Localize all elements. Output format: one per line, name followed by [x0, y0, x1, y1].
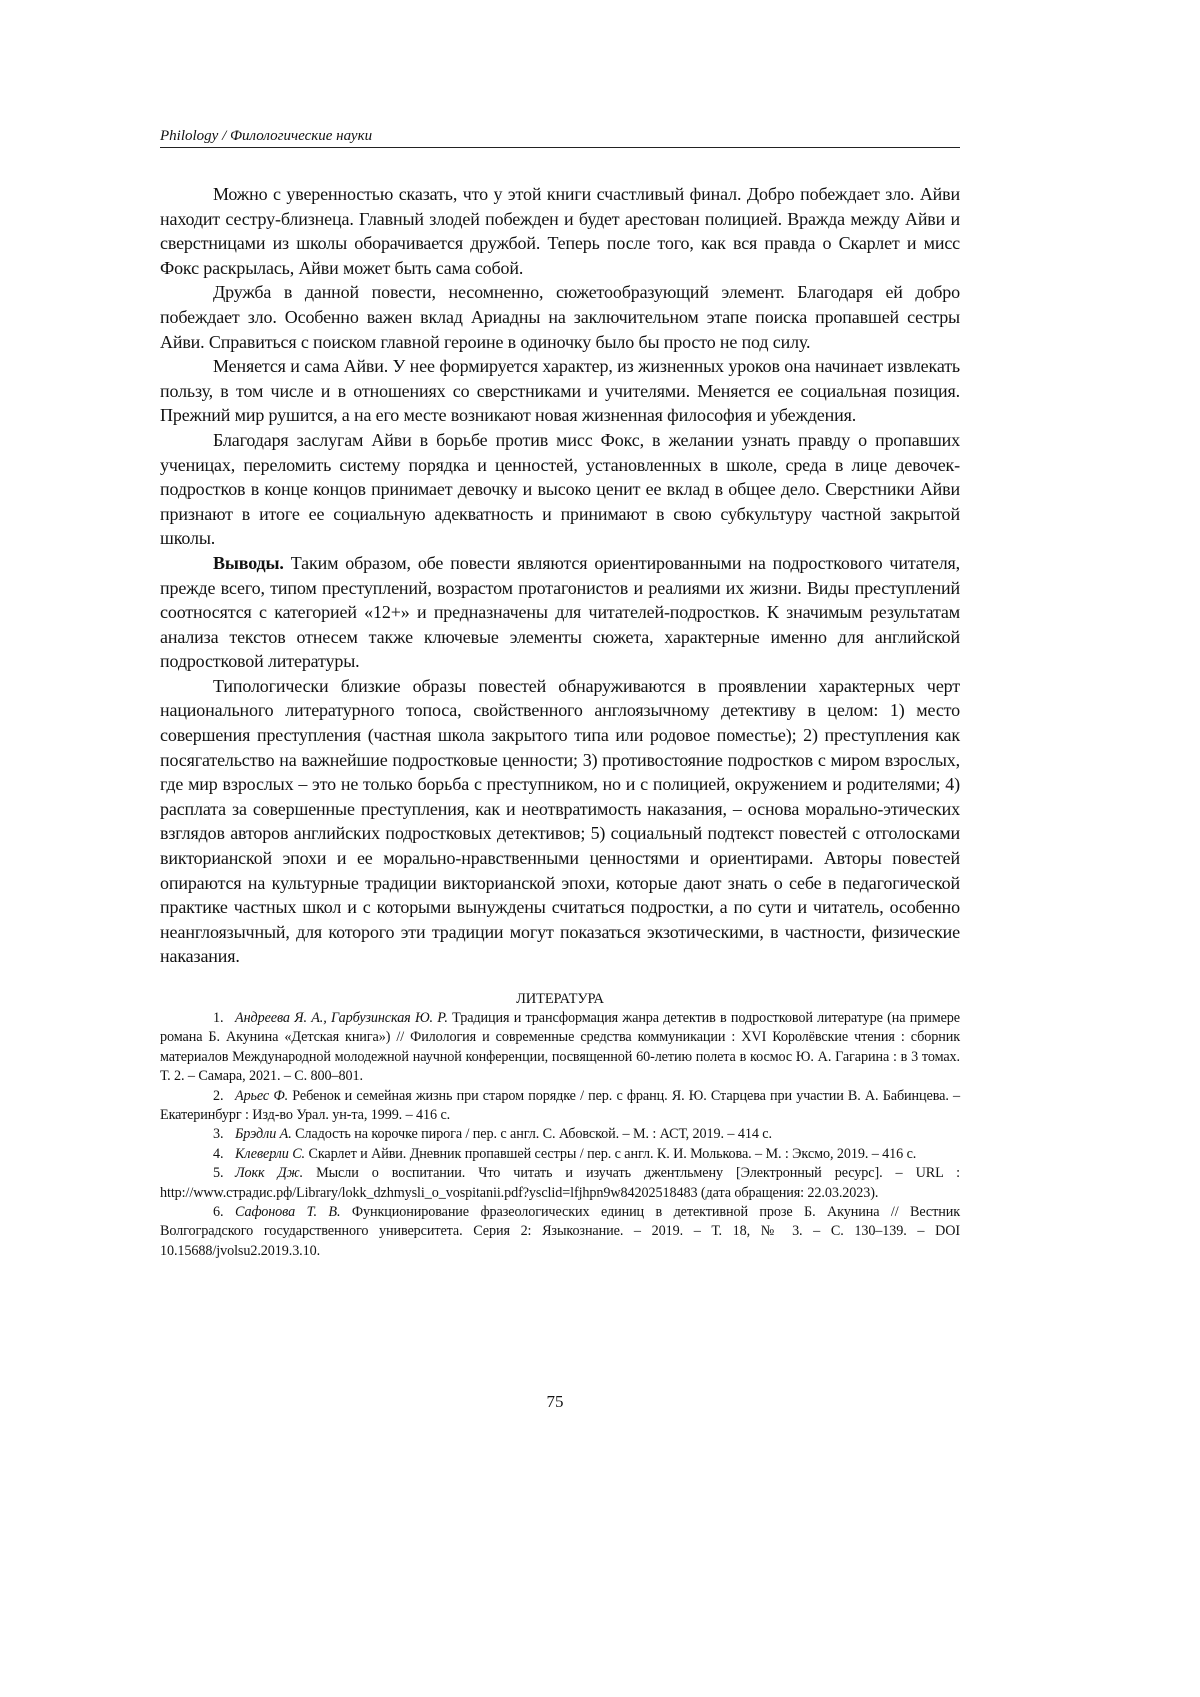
page-number: 75 [546, 1392, 564, 1411]
reference-item [160, 1009, 960, 1087]
references-list [160, 1009, 960, 1261]
article-body [160, 182, 960, 1261]
paragraph: Дружба в данной повести, несомненно, сюжетообразующий элемент. Благодаря ей добро побеждает зло. Особенно важен вклад Ариадны на заключительном этапе поиска пропавшей сестры Айви. Справиться с поиском главной героине в одиночку было бы просто не под силу. [160, 282, 960, 352]
reference-number: 6. [213, 1204, 224, 1221]
conclusions-paragraph [160, 551, 960, 674]
paragraph: Меняется и сама Айви. У нее формируется характер, из жизненных уроков она начинает извлекать пользу, в том числе и в отношениях со сверстниками и учителями. Меняется ее социальная позиция. Прежний мир рушится, а на его месте возникают новая жизненная философия и убеждения. [160, 356, 960, 426]
reference-text: Сладость на корочке пирога / пер. с англ. С. Абовской. – М. : АСТ, 2019. – 414 с. [291, 1126, 772, 1143]
reference-item [160, 1125, 960, 1144]
reference-number: 2. [213, 1087, 224, 1104]
paragraph: Типологически близкие образы повестей обнаруживаются в проявлении характерных черт национального литературного топоса, свойственного англоязычному детективу в целом: 1) место совершения преступления (частная школа закрытого типа или родовое поместье); 2) преступления как посягательство на важнейшие подростковые ценности; 3) противостояние подростков с миром взрослых, где мир взрослых – это не только борьба с преступником, но и с полицией, окружением и родителями; 4) расплата за совершенные преступления, как и неотвратимость наказания, – основа морально-этических взглядов авторов английских подростковых детективов; 5) социальный подтекст повестей с отголосками викторианской эпохи и ее морально-нравственными ценностями и ориентирами. Авторы повестей опираются на культурные традиции викторианской эпохи, которые дают знать о себе в педагогической практике частных школ и с которыми вынуждены считаться подростки, а по сути и читатель, особенно неанглоязычный, для которого эти традиции могут показаться экзотическими, в частности, физические наказания. [160, 675, 960, 967]
reference-author: Брэдли А. [235, 1126, 292, 1143]
references-title: ЛИТЕРАТУРА [516, 991, 604, 1007]
reference-author: Андреева Я. А., Гарбузинская Ю. Р. [235, 1010, 448, 1026]
reference-author: Арьес Ф. [235, 1087, 289, 1104]
reference-text: Функционирование фразеологических единиц в детективной прозе Б. Акунина // Вестник Волгоградского государственного университета. Серия 2: Языкознание. – 2019. – Т. 18, № 3. – С. 130–139. – DOI 10.15688/jvolsu2.2019.3.10. [160, 1204, 961, 1259]
reference-author: Клеверли С. [235, 1145, 306, 1162]
reference-author: Сафонова Т. В. [235, 1204, 341, 1221]
reference-item [160, 1145, 960, 1164]
conclusions-text: Таким образом, обе повести являются ориентированными на подросткового читателя, прежде всего, типом преступлений, возрастом протагонистов и реалиями их жизни. Виды преступлений соотносятся с категорией «12+» и предназначены для читателей-подростков. К значимым результатам анализа текстов отнесем также ключевые элементы сюжета, характерные именно для английской подростковой литературы. [160, 552, 960, 672]
paragraph: Можно с уверенностью сказать, что у этой книги счастливый финал. Добро побеждает зло. Айви находит сестру-близнеца. Главный злодей побежден и будет арестован полицией. Вражда между Айви и сверстницами из школы оборачивается дружбой. Теперь после того, как вся правда о Скарлет и мисс Фокс раскрылась, Айви может быть сама собой. [160, 184, 960, 278]
reference-number: 4. [213, 1145, 224, 1162]
running-header: Philology / Филологические науки [160, 128, 960, 148]
reference-text: Мысли о воспитании. Что читать и изучать джентльмену [Электронный ресурс]. – URL : http://www.страдис.рф/Library/lokk_dzhmysli_o_vospitanii.pdf?ysclid=lfjhpn9w84202518483 (дата обращения: 22.03.2023). [160, 1165, 960, 1201]
reference-item [160, 1203, 960, 1261]
reference-text: Скарлет и Айви. Дневник пропавшей сестры / пер. с англ. К. И. Молькова. – М. : Эксмо, 2019. – 416 с. [305, 1145, 917, 1162]
reference-author: Локк Дж. [235, 1165, 304, 1182]
conclusions-label: Выводы. [213, 552, 284, 573]
reference-item [160, 1164, 960, 1203]
reference-number: 1. [213, 1010, 224, 1026]
reference-text: Ребенок и семейная жизнь при старом порядке / пер. с франц. Я. Ю. Старцева при участии В. А. Бабинцева. – Екатеринбург : Изд-во Урал. ун-та, 1999. – 416 с. [160, 1087, 960, 1124]
reference-number: 5. [213, 1165, 224, 1182]
paragraph: Благодаря заслугам Айви в борьбе против мисс Фокс, в желании узнать правду о пропавших ученицах, переломить систему порядка и ценностей, установленных в школе, среда в лице девочек-подростков в конце концов принимает девочку и высоко ценит ее вклад в общее дело. Сверстники Айви признают в итоге ее социальную адекватность и принимают в свою субкультуру частной закрытой школы. [160, 429, 960, 549]
reference-text: Традиция и трансформация жанра детектив в подростковой литературе (на примере романа Б. Акунина «Детская книга») // Филология и современные средства коммуникации : XVI Королёвские чтения : сборник материалов Международной молодежной научной конференции, посвященной 60-летию полета в космос Ю. А. Гагарина : в 3 томах. Т. 2. – Самара, 2021. – С. 800–801. [160, 1010, 960, 1085]
reference-item [160, 1087, 960, 1126]
reference-number: 3. [213, 1126, 224, 1143]
